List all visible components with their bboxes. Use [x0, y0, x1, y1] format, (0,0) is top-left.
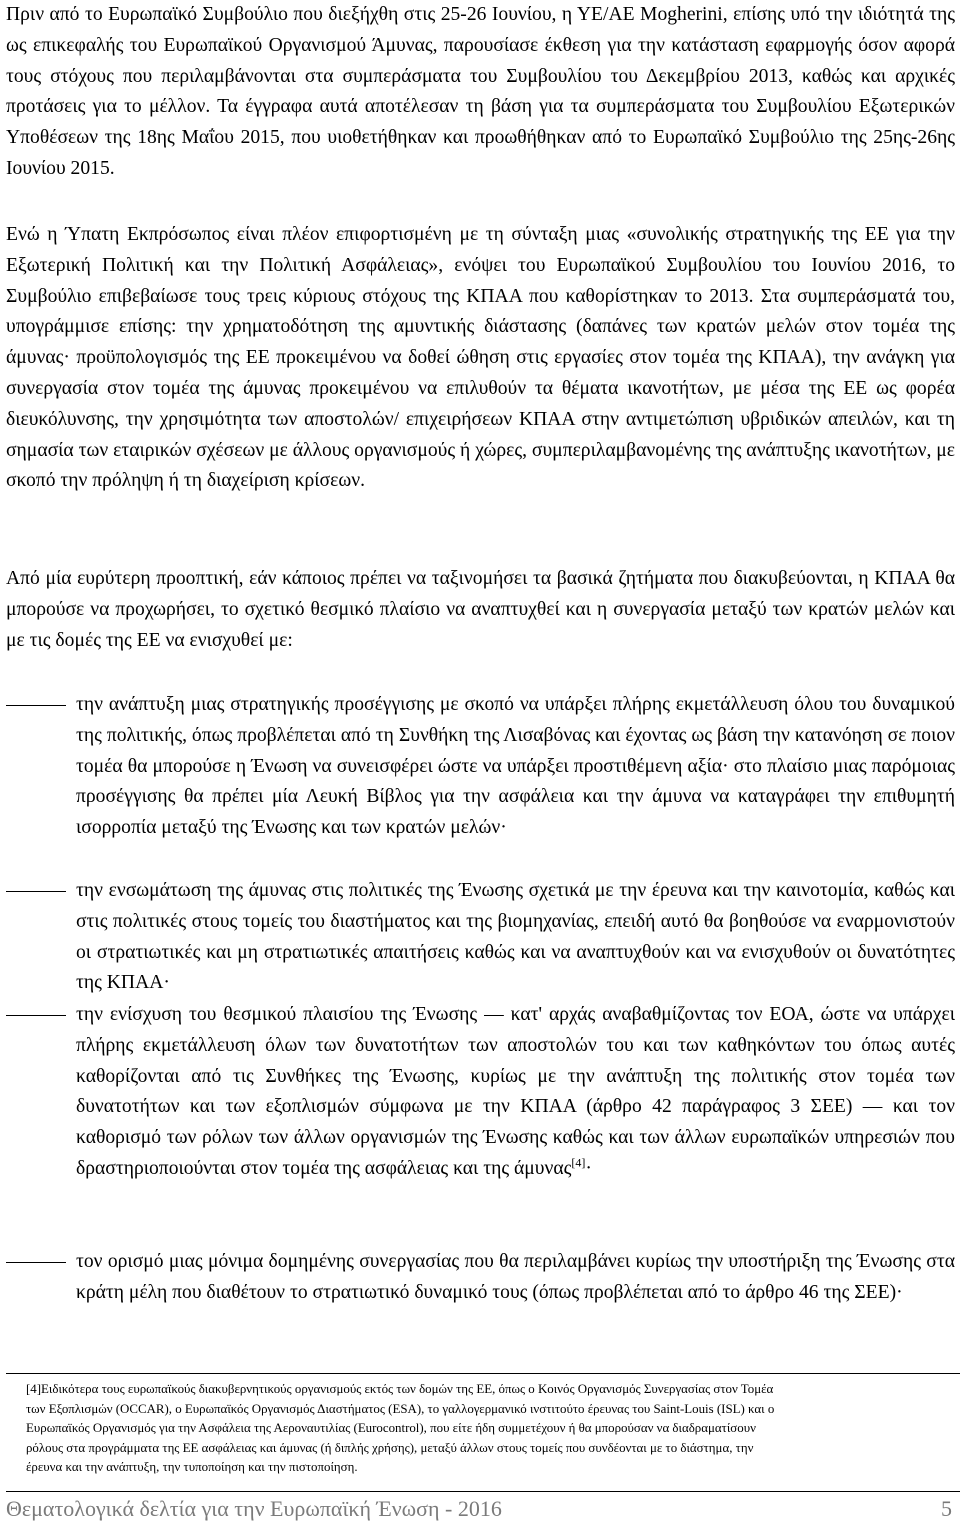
list-item [6, 876, 955, 999]
paragraph-3: Από μία ευρύτερη προοπτική, εάν κάποιος πρέπει να ταξινομήσει τα βασικά ζητήματα που διακυβεύονται, η ΚΠΑΑ θα μπορούσε να προχωρήσει, το σχετικό θεσμικό πλαίσιο να αναπτυχθεί και η συνεργασία μεταξύ των κρατών μελών και με τις δομές της ΕΕ να ενισχυθεί με: [6, 568, 955, 651]
footnote-reference[interactable]: [4] [571, 1155, 586, 1170]
em-dash-bullet [6, 1015, 66, 1016]
footnote-marker: [4] [26, 1382, 42, 1396]
paragraph-2: Ενώ η Ύπατη Εκπρόσωπος είναι πλέον επιφορτισμένη με τη σύνταξη μιας «συνολικής στρατηγικής της ΕΕ για την Εξωτερική Πολιτική και την Πολιτική Ασφάλειας», ενόψει του Ευρωπαϊκού Συμβουλίου του Ιουνίου 2016, το Συμβούλιο επιβεβαίωσε τους τρεις κύριους στόχους της ΚΠΑΑ που καθορίστηκαν το 2013. Στα συμπεράσματά του, υπογράμμισε επίσης: την χρηματοδότηση της αμυντικής διάστασης (δαπάνες των κρατών μελών στον τομέα της άμυνας· προϋπολογισμός της ΕΕ προκειμένου να δοθεί ώθηση στις εργασίες στον τομέα της ΚΠΑΑ), την ανάγκη για συνεργασία στον τομέα της άμυνας προκειμένου να επιλυθούν τα θέματα ικανοτήτων, με μέσα της ΕΕ ως φορέα διευκόλυνσης, την χρησιμότητα των αποστολών/ επιχειρήσεων ΚΠΑΑ στην αντιμετώπιση υβριδικών απειλών, και τη σημασία των εταιρικών σχέσεων με άλλους οργανισμούς ή χώρες, συμπεριλαμβανομένης της ανάπτυξης ικανοτήτων, με σκοπό την πρόληψη ή τη διαχείριση κρίσεων. [6, 224, 955, 492]
list-item-text: τον ορισμό μιας μόνιμα δομημένης συνεργασίας που θα περιλαμβάνει κυρίως την υποστήριξη της Ένωσης στα κράτη μέλη που διαθέτουν το στρατιωτικό δυναμικό τους (όπως προβλέπεται από το άρθρο 46 της ΣΕΕ)· [76, 1251, 955, 1303]
em-dash-bullet [6, 891, 66, 892]
list-item [6, 1000, 955, 1185]
em-dash-bullet [6, 705, 66, 706]
paragraph-1: Πριν από το Ευρωπαϊκό Συμβούλιο που διεξήχθη στις 25-26 Ιουνίου, η ΥΕ/ΑΕ Mogherini, επίσης υπό την ιδιότητά της ως επικεφαλής του Ευρωπαϊκού Οργανισμού Άμυνας, παρουσίασε έκθεση για την κατάσταση εφαρμογής όσον αφορά τους στόχους που περιλαμβάνονται στα συμπεράσματα του Συμβουλίου του Δεκεμβρίου 2013, καθώς και αρχικές προτάσεις για το μέλλον. Τα έγγραφα αυτά αποτέλεσαν τη βάση για τα συμπεράσματα του Συμβουλίου Εξωτερικών Υποθέσεων της 18ης Μαΐου 2015, που υιοθετήθηκαν και προωθήθηκαν από το Ευρωπαϊκό Συμβούλιο της 25ης-26ης Ιουνίου 2015. [6, 4, 955, 179]
list-item-text: την ενσωμάτωση της άμυνας στις πολιτικές της Ένωσης σχετικά με την έρευνα και την καινοτομία, καθώς και στις πολιτικές στους τομείς του διαστήματος και της βιομηχανίας, επειδή αυτό θα βοηθούσε να εναρμονιστούν οι στρατιωτικές και μη στρατιωτικές απαιτήσεις καθώς και να αναπτυχθούν και να ενισχυθούν οι δυνατότητες της ΚΠΑΑ· [76, 880, 955, 994]
list-item [6, 1247, 955, 1309]
list-item [6, 690, 955, 844]
footnote-text: Ειδικότερα τους ευρωπαϊκούς διακυβερνητικούς οργανισμούς εκτός των δομών της ΕΕ, όπως ο Κοινός Οργανισμός Συνεργασίας στον Τομέα των Εξοπλισμών (OCCAR), ο Ευρωπαϊκός Οργανισμός Διαστήματος (ESA), το γαλλογερμανικό ινστιτούτο έρευνας του Saint-Louis (ISL) και ο Ευρωπαϊκός Οργανισμός για την Ασφάλεια της Αεροναυτιλίας (Eurocontrol), που είτε ήδη συμμετέχουν ή θα μπορούσαν να διαδραματίσουν ρόλους στα προγράμματα της ΕΕ ασφάλειας και άμυνας (ή διπλής χρήσης), μεταξύ άλλων στους τομείς που συνδέονται με το διάστημα, την έρευνα και την ανάπτυξη, την τυποποίηση και την πιστοποίηση. [26, 1382, 775, 1474]
page-number: 5 [941, 1496, 952, 1521]
footnote-separator [6, 1373, 960, 1374]
footnote [26, 1380, 786, 1478]
footer-title: Θεματολογικά δελτία για την Ευρωπαϊκή Ένωση - 2016 [6, 1496, 502, 1521]
list-item-text: την ενίσχυση του θεσμικού πλαισίου της Ένωσης ― κατ' αρχάς αναβαθμίζοντας τον ΕΟΑ, ώστε να υπάρχει πλήρης εκμετάλλευση όλων των δυνατοτήτων των αποστολών του και των καθηκόντων του όπως αυτές καθορίζονται από τις Συνθήκες της Ένωσης, κυρίως με την ανάπτυξη της πολιτικής στον τομέα των δυνατοτήτων και των εξοπλισμών σύμφωνα με την ΚΠΑΑ (άρθρο 42 παράγραφος 3 ΣΕΕ) ― και τον καθορισμό των ρόλων των άλλων οργανισμών της Ένωσης καθώς και των άλλων ευρωπαϊκών υπηρεσιών που δραστηριοποιούνται στον τομέα της ασφάλειας και της άμυνας [76, 1004, 955, 1179]
list-item-text: την ανάπτυξη μιας στρατηγικής προσέγγισης με σκοπό να υπάρξει πλήρης εκμετάλλευση όλου του δυναμικού της πολιτικής, όπως προβλέπεται από τη Συνθήκη της Λισαβόνας και έχοντας ως βάση την κατανόηση σε ποιον τομέα θα μπορούσε η Ένωση να συνεισφέρει ώστε να υπάρξει προστιθέμενη αξία· στο πλαίσιο μιας παρόμοιας προσέγγισης θα πρέπει μία Λευκή Βίβλος για την ασφάλεια και την άμυνα να καταγράφει την επιθυμητή ισορροπία μεταξύ της Ένωσης και των κρατών μελών· [76, 694, 955, 839]
list-item-tail: · [585, 1157, 592, 1179]
footer-separator [6, 1491, 960, 1492]
list-item-text-container [76, 1000, 955, 1185]
em-dash-bullet [6, 1262, 66, 1263]
